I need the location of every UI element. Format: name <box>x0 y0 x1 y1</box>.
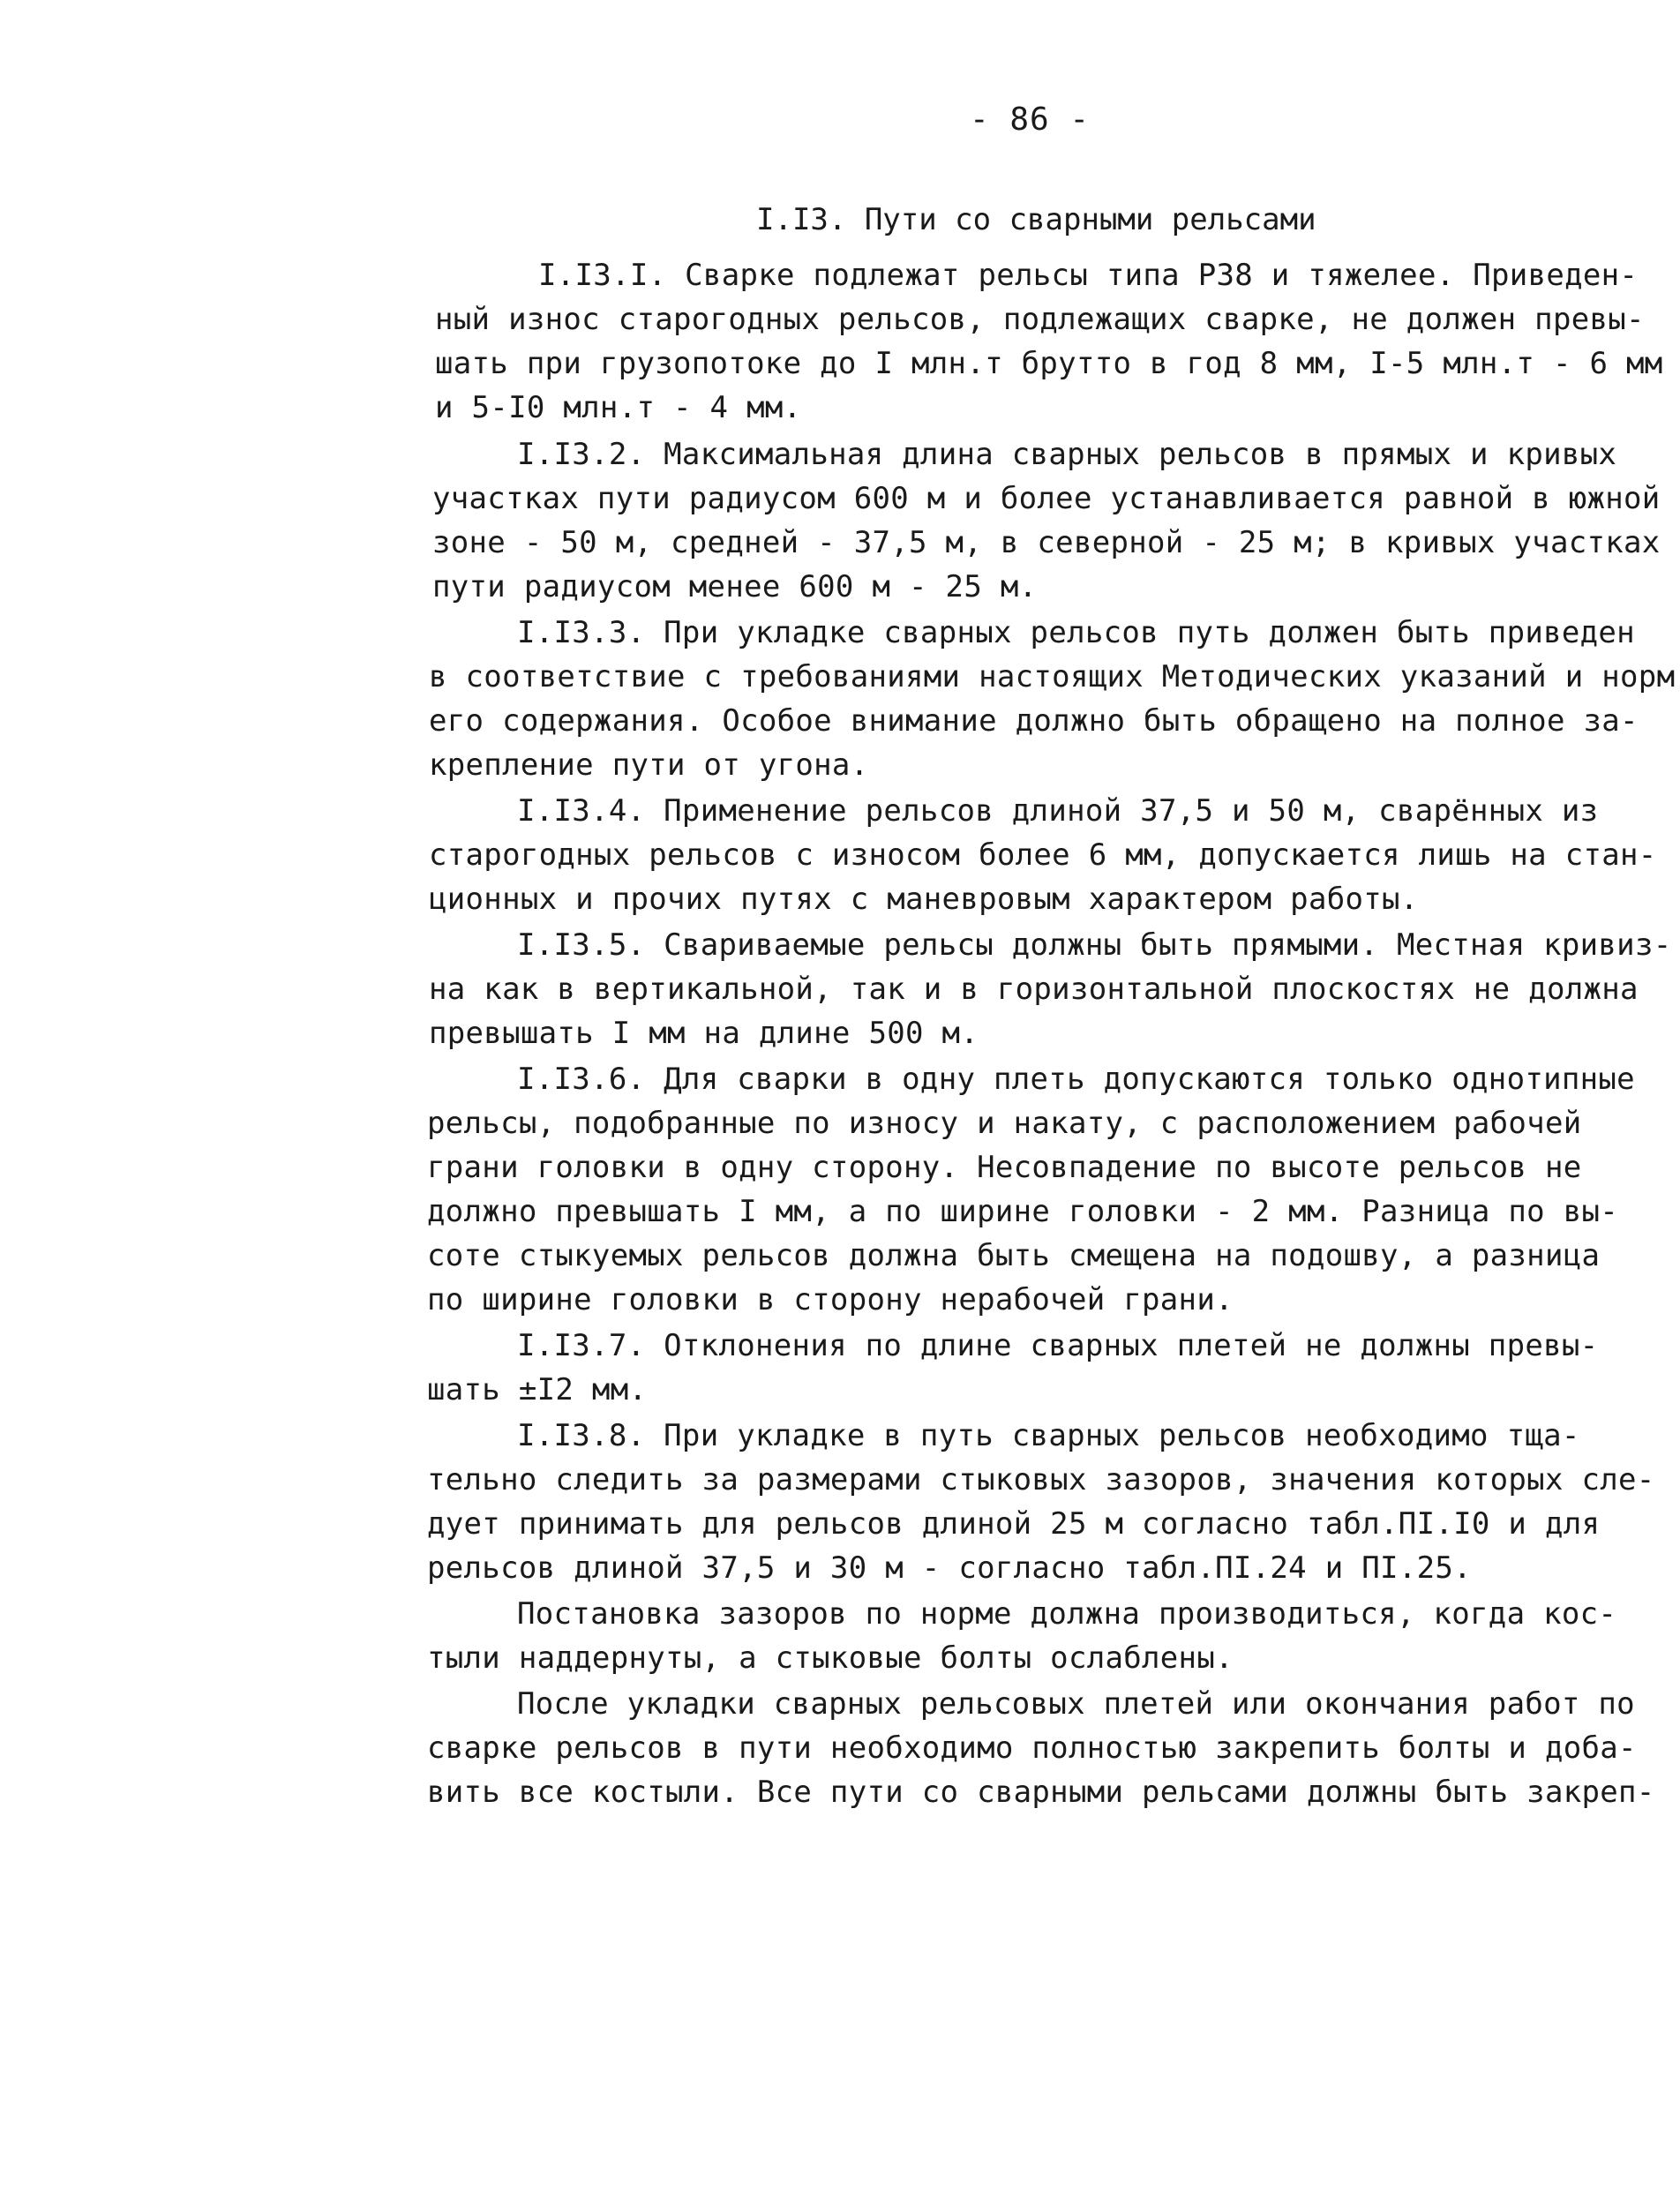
text-line: Постановка зазоров по норме должна производиться, когда кос- <box>517 1596 1617 1632</box>
text-line: его содержания. Особое внимание должно быть обращено на полное за- <box>429 703 1639 739</box>
text-line: крепление пути от угона. <box>429 747 869 783</box>
section-title: I.I3. Пути со сварными рельсами <box>756 202 1316 237</box>
text-line: ционных и прочих путях с маневровым характером работы. <box>429 882 1419 917</box>
text-line: шать ±I2 мм. <box>427 1372 648 1407</box>
text-line: соте стыкуемых рельсов должна быть смещена на подошву, а разница <box>427 1238 1601 1273</box>
page-number: - 86 - <box>970 101 1091 138</box>
text-line: на как в вертикальной, так и в горизонтальной плоскостях не должна <box>429 972 1639 1007</box>
text-line: После укладки сварных рельсовых плетей или окончания работ по <box>517 1686 1635 1722</box>
text-line: грани головки в одну сторону. Несовпадение по высоте рельсов не <box>427 1150 1582 1185</box>
text-line: пути радиусом менее 600 м - 25 м. <box>432 569 1038 604</box>
text-line: дует принимать для рельсов длиной 25 м согласно табл.ПI.I0 и для <box>427 1506 1601 1542</box>
text-line: I.I3.4. Применение рельсов длиной 37,5 и 50 м, сварённых из <box>517 793 1599 829</box>
text-line: I.I3.2. Максимальная длина сварных рельсов в прямых и кривых <box>517 437 1617 472</box>
text-line: I.I3.8. При укладке в путь сварных рельсов необходимо тща- <box>517 1418 1580 1453</box>
text-line: сварке рельсов в пути необходимо полностью закрепить болты и доба- <box>427 1730 1637 1766</box>
text-line: должно превышать I мм, а по ширине головки - 2 мм. Разница по вы- <box>427 1194 1619 1229</box>
text-line: шать при грузопотоке до I млн.т брутто в год 8 мм, I-5 млн.т - 6 мм <box>435 346 1663 381</box>
text-line: вить все костыли. Все пути со сварными рельсами должны быть закреп- <box>427 1775 1655 1810</box>
text-line: в соответствие с требованиями настоящих Методических указаний и норм <box>429 659 1676 694</box>
text-line: и 5-I0 млн.т - 4 мм. <box>435 390 802 425</box>
text-line: тельно следить за размерами стыковых зазоров, значения которых сле- <box>427 1462 1655 1497</box>
text-line: I.I3.5. Свариваемые рельсы должны быть прямыми. Местная кривиз- <box>517 927 1672 963</box>
text-line: I.I3.I. Сварке подлежат рельсы типа Р38 и тяжелее. Приведен- <box>538 258 1639 293</box>
text-line: I.I3.6. Для сварки в одну плеть допускаются только однотипные <box>517 1062 1635 1097</box>
text-line: рельсы, подобранные по износу и накату, с расположением рабочей <box>427 1106 1582 1141</box>
text-line: I.I3.7. Отклонения по длине сварных плетей не должны превы- <box>517 1328 1599 1363</box>
text-line: зоне - 50 м, средней - 37,5 м, в северной - 25 м; в кривых участках <box>432 525 1661 560</box>
text-line: участках пути радиусом 600 м и более устанавливается равной в южной <box>432 481 1661 516</box>
text-line: тыли наддернуты, а стыковые болты ослаблены. <box>427 1640 1234 1676</box>
text-line: I.I3.3. При укладке сварных рельсов путь должен быть приведен <box>517 615 1635 650</box>
text-line: превышать I мм на длине 500 м. <box>429 1016 979 1051</box>
text-line: старогодных рельсов с износом более 6 мм, допускается лишь на стан- <box>429 837 1657 873</box>
text-line: ный износ старогодных рельсов, подлежащих сварке, не должен превы- <box>435 302 1645 337</box>
text-line: рельсов длиной 37,5 и 30 м - согласно табл.ПI.24 и ПI.25. <box>427 1550 1472 1586</box>
text-line: по ширине головки в сторону нерабочей грани. <box>427 1282 1234 1317</box>
